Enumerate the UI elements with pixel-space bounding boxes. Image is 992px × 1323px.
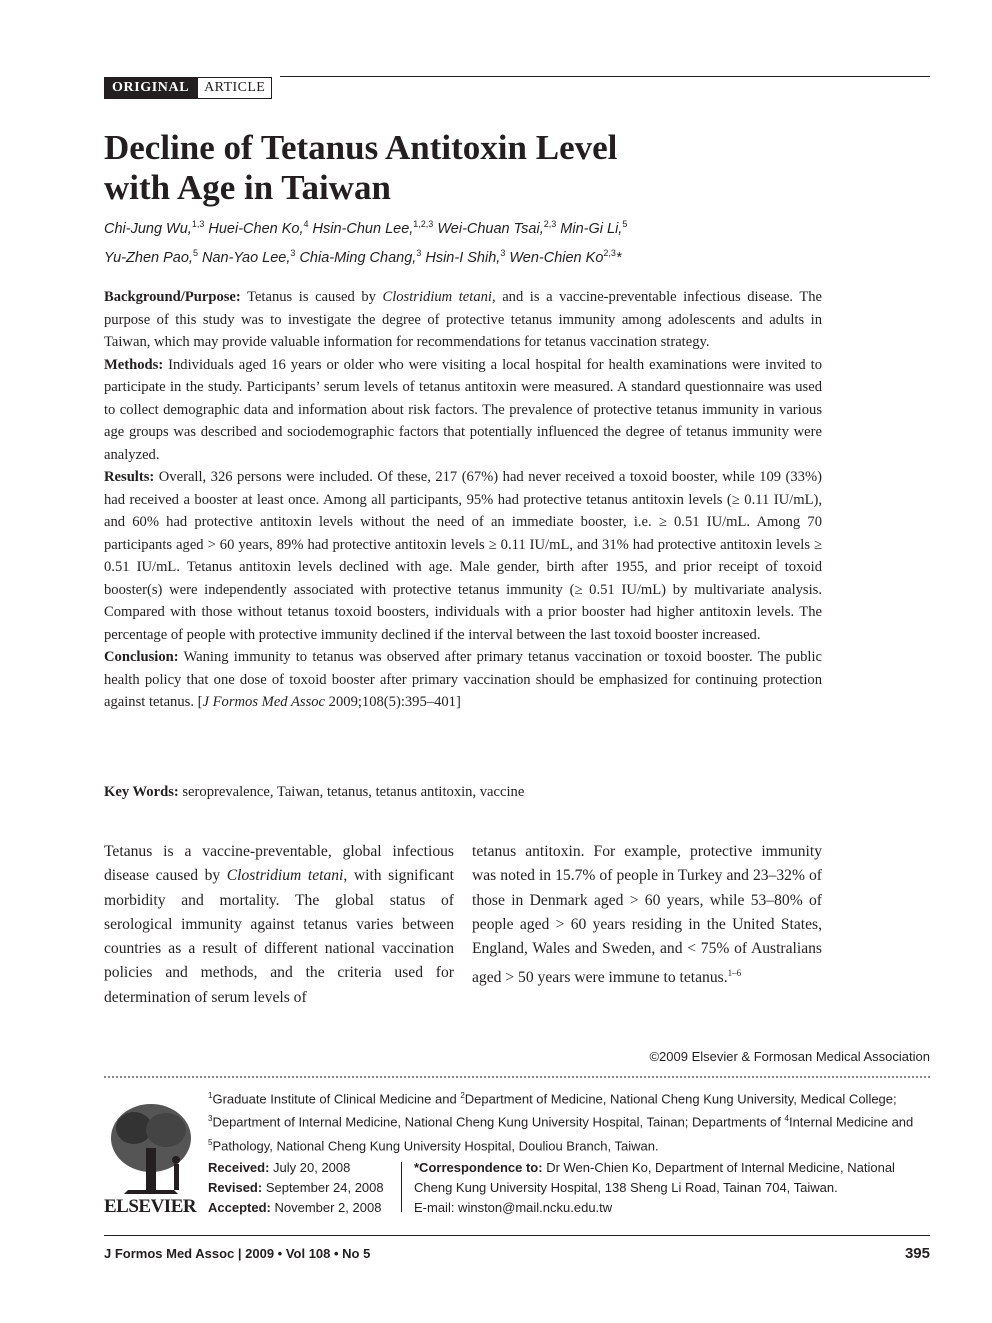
dotted-divider [104, 1076, 930, 1078]
vertical-divider [401, 1162, 402, 1212]
author: Nan-Yao Lee,$^3$ [201, 247, 296, 266]
tag-original: ORIGINAL [104, 77, 197, 99]
correspondence: *Correspondence to: Dr Wen-Chien Ko, Department of Internal Medicine, National Cheng Kung University Hospital, 138 Sheng Li Road, Tainan 704, Taiwan. E-mail: winston@mail.ncku.edu.tw [414, 1160, 895, 1215]
abstract [104, 286, 822, 714]
author: Hsin-Chun Lee,$^{1,2,3}$ [312, 219, 434, 237]
author: Min-Gi Li,$^5$ [560, 219, 628, 237]
author-list [104, 212, 864, 270]
author: Chia-Ming Chang,$^3$ [299, 247, 422, 266]
abstract-conclusion: Conclusion: Waning immunity to tetanus was observed after primary tetanus vaccination or toxoid booster. The public health policy that one dose of toxoid booster after primary vaccination should be emphasized for continuing protection against tetanus. [J Formos Med Assoc 2009;108(5):395–401] [104, 649, 822, 710]
page-number: 395 [904, 1245, 930, 1262]
article-type-tag [104, 77, 272, 99]
journal-footer: J Formos Med Assoc | 2009 • Vol 108 • No 5 [104, 1246, 371, 1261]
revised-date: Revised: September 24, 2008 [208, 1180, 384, 1195]
tag-article: ARTICLE [197, 77, 272, 99]
article-dates [208, 1158, 398, 1218]
author: Yu-Zhen Pao,$^5$ [104, 247, 198, 266]
abstract-methods: Methods: Individuals aged 16 years or older who were visiting a local hospital for health examinations were invited to participate in the study. Participants’ serum levels of tetanus antitoxin were measured. A standard questionnaire was used to collect demographic data and information about risk factors. The prevalence of protective tetanus immunity in various age groups was described and sociodemographic factors that potentially influenced the degree of tetanus immunity were analyzed. [104, 356, 822, 463]
affiliations: $^1$Graduate Institute of Clinical Medicine and $^2$Department of Medicine, National Cheng Kung University, Medical College; $^3$Department of Internal Medicine, National Cheng Kung University Hospital, Tainan; Departments of $^4$Internal Medicine and $^5$Pathology, National Cheng Kung University Hospital, Douliou Branch, Taiwan. [208, 1091, 914, 1153]
elsevier-logo-text: ELSEVIER [104, 1196, 197, 1217]
email-link[interactable]: E-mail: winston@mail.ncku.edu.tw [414, 1200, 613, 1215]
abstract-results: Results: Overall, 326 persons were included. Of these, 217 (67%) had never received a toxoid booster, while 109 (33%) had received a booster at least once. Among all participants, 95% had protective tetanus antitoxin levels (≥ 0.11 IU/mL), and 60% had protective antitoxin levels without the need of an immediate booster, i.e. ≥ 0.51 IU/mL. Among 70 participants aged > 60 years, 89% had protective antitoxin levels ≥ 0.11 IU/mL, and 31% had protective antitoxin levels ≥ 0.51 IU/mL. Tetanus antitoxin levels declined with age. Male gender, birth after 1955, and prior receipt of toxoid booster(s) were independently associated with protective tetanus immunity (≥ 0.51 IU/mL) by multivariate analysis. Compared with those without tetanus toxoid boosters, individuals with a prior booster had higher antitoxin levels. The percentage of people with protective immunity declined if the interval between the last toxoid booster increased. [104, 469, 822, 643]
body-column-2: tetanus antitoxin. For example, protective immunity was noted in 15.7% of people in Turkey and 23–32% of those in Denmark aged > 60 years, while 53–80% of people aged > 60 years residing in the United States, England, Wales and Sweden, and < 75% of Australians aged > 50 years were immune to tetanus.$^{1-6}$ [472, 843, 822, 987]
received-date: Received: July 20, 2008 [208, 1160, 351, 1175]
author: Huei-Chen Ko,$^4$ [208, 219, 309, 237]
author: Hsin-I Shih,$^3$ [425, 247, 506, 266]
title-line-1: Decline of Tetanus Antitoxin Level [104, 128, 618, 167]
footer-rule [104, 1235, 930, 1236]
abstract-background: Background/Purpose: Tetanus is caused by Clostridium tetani, and is a vaccine-preventable infectious disease. The purpose of this study was to investigate the degree of protective tetanus immunity among adolescents and adults in Taiwan, which may provide valuable information for recommendations for tetanus vaccination strategy. [104, 289, 823, 350]
body-column-1: Tetanus is a vaccine-preventable, global infectious disease caused by Clostridium tetani, with significant morbidity and mortality. The global status of serological immunity against tetanus varies between countries as a result of different national vaccination policies and methods, and the criteria used for determination of serum levels of [104, 843, 454, 1006]
title-line-2: with Age in Taiwan [104, 168, 391, 207]
copyright: ©2009 Elsevier & Formosan Medical Association [649, 1049, 930, 1064]
author: Wei-Chuan Tsai,$^{2,3}$ [437, 219, 557, 237]
accepted-date: Accepted: November 2, 2008 [208, 1200, 382, 1215]
corresponding-mark: * [615, 249, 622, 266]
keywords: Key Words: seroprevalence, Taiwan, tetanus, tetanus antitoxin, vaccine [104, 784, 525, 800]
header-rule [280, 76, 930, 77]
page-title [104, 128, 804, 208]
reference-link[interactable]: 1–6 [727, 968, 742, 979]
author: Wen-Chien Ko$^{2,3}$* [509, 247, 622, 266]
author: Chi-Jung Wu,$^{1,3}$ [104, 219, 205, 237]
